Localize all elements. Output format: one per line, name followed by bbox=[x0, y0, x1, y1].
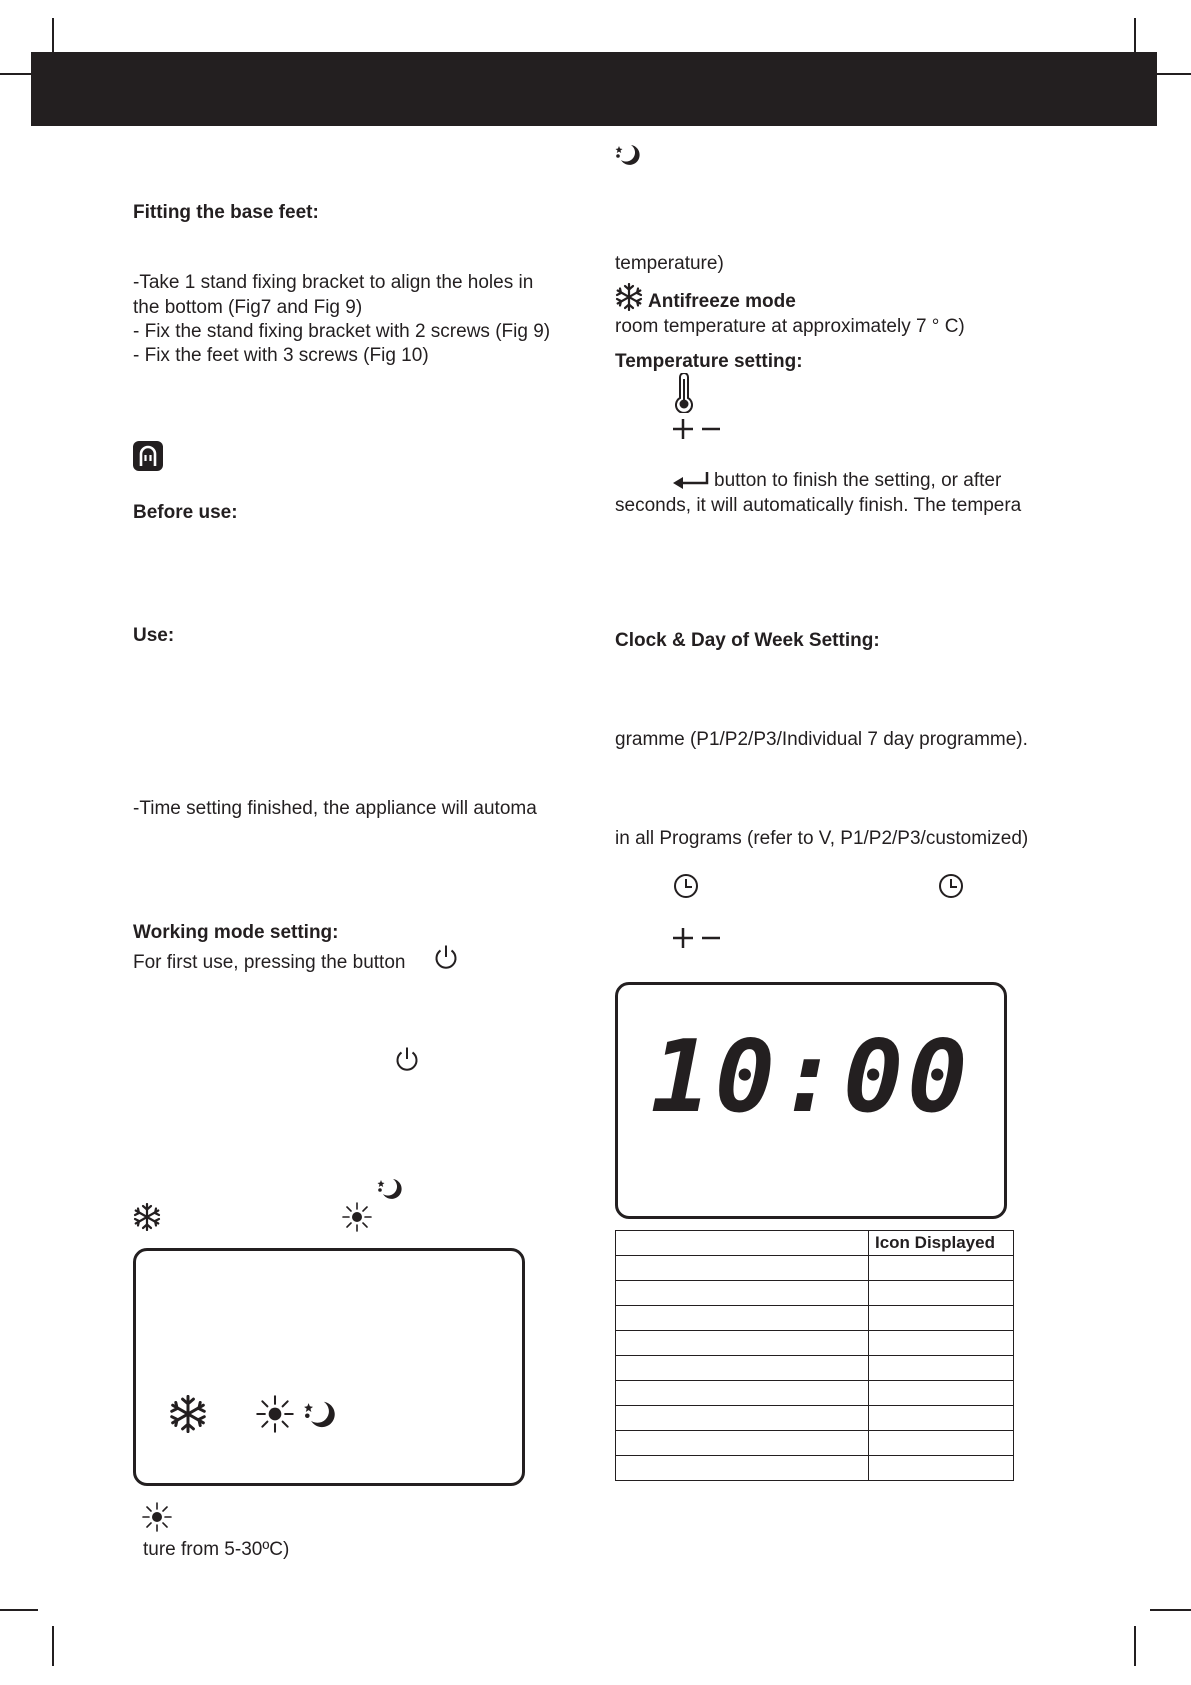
table-cell bbox=[616, 1381, 869, 1406]
table-cell bbox=[616, 1256, 869, 1281]
use-heading: Use: bbox=[133, 625, 175, 646]
table-row bbox=[616, 1356, 1014, 1381]
table-cell bbox=[869, 1431, 1014, 1456]
clock-icon bbox=[938, 873, 964, 899]
table-row bbox=[616, 1256, 1014, 1281]
temperature-setting-heading: Temperature setting: bbox=[615, 351, 803, 372]
lcd-mode-display bbox=[133, 1248, 525, 1486]
table-cell bbox=[869, 1381, 1014, 1406]
crop-mark bbox=[1152, 73, 1191, 75]
enter-arrow-icon bbox=[672, 470, 710, 490]
table-cell bbox=[616, 1356, 869, 1381]
table-cell bbox=[616, 1281, 869, 1306]
thermometer-icon bbox=[672, 373, 696, 413]
temperature-line: temperature) bbox=[615, 253, 724, 274]
lcd-time-readout: 10:00 bbox=[650, 1018, 972, 1135]
table-cell bbox=[869, 1306, 1014, 1331]
table-cell bbox=[869, 1456, 1014, 1481]
before-use-heading: Before use: bbox=[133, 502, 238, 523]
programs-line: in all Programs (refer to V, P1/P2/P3/customized) bbox=[615, 828, 1029, 849]
crop-mark bbox=[1150, 1609, 1191, 1611]
crop-mark bbox=[52, 1626, 54, 1666]
table-cell bbox=[869, 1356, 1014, 1381]
antifreeze-line: room temperature at approximately 7 ° C) bbox=[615, 316, 965, 337]
table-cell bbox=[616, 1456, 869, 1481]
power-icon bbox=[433, 944, 459, 971]
table-row bbox=[616, 1306, 1014, 1331]
crop-mark bbox=[1134, 1626, 1136, 1666]
table-row bbox=[616, 1281, 1014, 1306]
fitting-line: - Fix the feet with 3 screws (Fig 10) bbox=[133, 345, 429, 366]
table-cell bbox=[869, 1331, 1014, 1356]
crop-mark bbox=[0, 1609, 38, 1611]
snowflake-icon bbox=[615, 283, 643, 311]
sun-icon bbox=[142, 1502, 172, 1532]
table-row bbox=[616, 1406, 1014, 1431]
first-use-line: For first use, pressing the button bbox=[133, 952, 406, 973]
table-cell bbox=[616, 1431, 869, 1456]
temp-range-line: ture from 5-30ºC) bbox=[143, 1539, 290, 1560]
table-cell bbox=[616, 1331, 869, 1356]
finish-line: seconds, it will automatically finish. The tempera bbox=[615, 495, 1022, 516]
table-row bbox=[616, 1431, 1014, 1456]
sun-icon bbox=[256, 1395, 294, 1433]
time-setting-line: -Time setting finished, the appliance will automa bbox=[133, 798, 537, 819]
table-cell bbox=[869, 1281, 1014, 1306]
fitting-line: -Take 1 stand fixing bracket to align the holes in bbox=[133, 272, 534, 293]
power-icon bbox=[394, 1046, 420, 1073]
icon-table bbox=[615, 1230, 1014, 1481]
moon-stars-icon bbox=[302, 1398, 338, 1431]
table-cell bbox=[616, 1406, 869, 1431]
working-mode-heading: Working mode setting: bbox=[133, 922, 339, 943]
plus-minus-icon bbox=[672, 418, 722, 440]
fitting-line: - Fix the stand fixing bracket with 2 screws (Fig 9) bbox=[133, 321, 551, 342]
moon-stars-icon bbox=[376, 1176, 404, 1202]
table-cell bbox=[616, 1231, 869, 1256]
fitting-heading: Fitting the base feet: bbox=[133, 202, 319, 223]
table-cell bbox=[616, 1306, 869, 1331]
clock-heading: Clock & Day of Week Setting: bbox=[615, 630, 880, 651]
snowflake-icon bbox=[133, 1203, 161, 1231]
programme-line: gramme (P1/P2/P3/Individual 7 day programme). bbox=[615, 729, 1028, 750]
table-row bbox=[616, 1456, 1014, 1481]
clock-icon bbox=[673, 873, 699, 899]
fitting-line: the bottom (Fig7 and Fig 9) bbox=[133, 297, 363, 318]
plus-minus-icon bbox=[672, 927, 722, 949]
table-header-row bbox=[616, 1231, 1014, 1256]
snowflake-icon bbox=[169, 1395, 207, 1433]
antifreeze-heading: Antifreeze mode bbox=[648, 291, 796, 312]
table-cell: Icon Displayed bbox=[869, 1231, 1014, 1256]
table-row bbox=[616, 1331, 1014, 1356]
plug-icon bbox=[133, 441, 163, 471]
sun-icon bbox=[342, 1202, 372, 1232]
table-cell bbox=[869, 1256, 1014, 1281]
moon-stars-icon bbox=[614, 142, 642, 168]
finish-line: button to finish the setting, or after bbox=[714, 470, 1002, 491]
header-bar bbox=[31, 52, 1157, 126]
table-row bbox=[616, 1381, 1014, 1406]
table-cell bbox=[869, 1406, 1014, 1431]
icon-table-wrap bbox=[615, 1230, 1014, 1481]
